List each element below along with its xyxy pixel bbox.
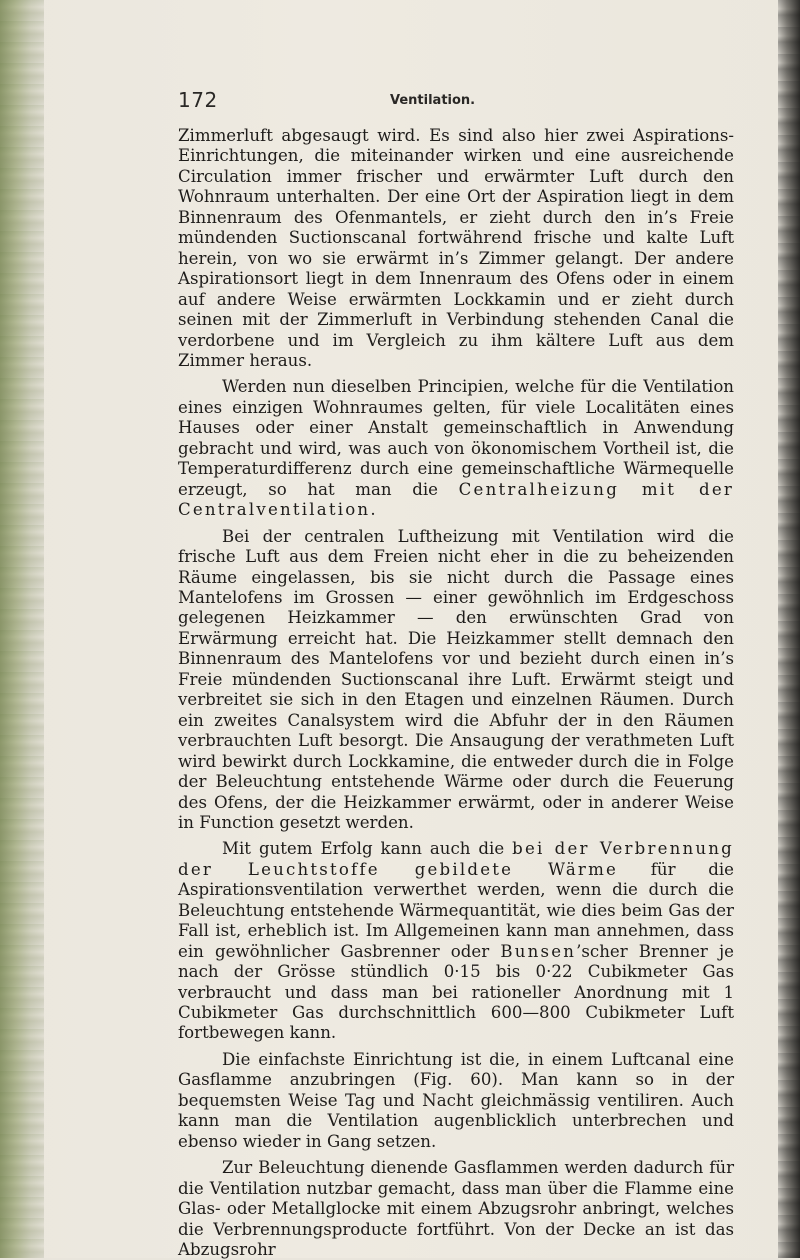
body-text — [178, 126, 734, 1260]
paragraph — [178, 377, 734, 520]
paragraph-text: Zur Beleuchtung dienende Gasflammen werden dadurch für die Ventilation nutzbar gemacht, dass man über die Flamme eine Glas- oder Metallglocke mit einem Abzugsrohr anbringt, welches die Verbrennungsproducte fortführt. Von der Decke an ist das Abzugsrohr — [178, 1158, 734, 1260]
paragraph-text: ’scher Brenner je nach der Grösse stündlich 0·15 bis 0·22 Cubikmeter Gas verbraucht und dass man bei rationeller Anordnung mit 1 Cubikmeter Gas durchschnittlich 600—800 Cubikmeter Luft fortbewegen kann. — [178, 941, 734, 1043]
emphasized-text: bei der Verbrennung der Leuchtstoffe gebildete Wärme — [178, 839, 734, 879]
person-name: Bunsen — [500, 941, 577, 961]
page-header — [178, 88, 738, 114]
paragraph-text: für die Aspirationsventilation verwerthet werden, wenn die durch die Beleuchtung entstehende Wärmequantität, wie dies beim Gas der Fall ist, erheblich ist. Im Allgemeinen kann man annehmen, dass ein gewöhnlicher Gasbrenner oder — [178, 859, 735, 961]
paragraph-text: Werden nun dieselben Principien, welche für die Ventilation eines einzigen Wohnraumes gelten, für viele Localitäten eines Hauses oder einer Anstalt gemeinschaftlich in Anwendung gebracht und wird, was auch von ökonomischem Vortheil ist, die Temperaturdifferenz durch eine gemeinschaftliche Wärmequelle erzeugt, so hat man die — [178, 377, 734, 499]
page-edge-right — [778, 0, 800, 1258]
paragraph — [178, 1158, 734, 1260]
paragraph-text: Bei der centralen Luftheizung mit Ventilation wird die frische Luft aus dem Freien nicht eher in die zu beheizenden Räume eingelassen, bis sie nicht durch die Passage eines Mantelofens im Grossen — einer gewöhnlich im Erdgeschoss gelegenen Heizkammer — den erwünschten Grad von Erwärmung erreicht hat. Die Heizkammer stellt demnach den Binnenraum des Mantelofens vor und bezieht durch einen in’s Freie mündenden Suctionscanal ihre Luft. Erwärmt steigt und verbreitet sie sich in den Etagen und einzelnen Räumen. Durch ein zweites Canalsystem wird die Abfuhr der in den Räumen verbrauchten Luft besorgt. Die Ansaugung der verathmeten Luft wird bewirkt durch Lockkamine, die entweder durch die in Folge der Beleuchtung entstehende Wärme oder durch die Feuerung des Ofens, der die Heizkammer erwärmt, oder in anderer Weise in Function gesetzt werden. — [178, 526, 734, 832]
paragraph — [178, 839, 734, 1044]
emphasized-text: Centralheizung mit der Centralventilation. — [178, 479, 735, 520]
paragraph-text: Mit gutem Erfolg kann auch die — [222, 839, 513, 859]
paragraph — [178, 1050, 734, 1152]
paragraph-text: Zimmerluft abgesaugt wird. Es sind also hier zwei Aspirations-Einrichtungen, die miteinander wirken und eine ausreichende Circulation immer frischer und erwärmter Luft durch den Wohnraum unterhalten. Der eine Ort der Aspiration liegt in dem Binnenraum des Ofenmantels, er zieht durch den in’s Freie mündenden Suctionscanal fortwährend frische und kalte Luft herein, von wo sie erwärmt in’s Zimmer gelangt. Der andere Aspirationsort liegt in dem Innenraum des Ofens oder in einem auf andere Weise erwärmten Lockkamin und er zieht durch seinen mit der Zimmerluft in Verbindung stehenden Canal die verdorbene und im Vergleich zu ihm kältere Luft aus dem Zimmer heraus. — [178, 126, 734, 370]
paragraph-text: Die einfachste Einrichtung ist die, in einem Luftcanal eine Gasflamme anzubringen (Fig. 60). Man kann so in der bequemsten Weise Tag und Nacht gleichmässig ventiliren. Auch kann man die Ventilation augenblicklich unterbrechen und ebenso wieder in Gang setzen. — [178, 1049, 734, 1151]
running-title: Ventilation. — [390, 93, 476, 108]
page-number: 172 — [178, 88, 218, 112]
paragraph — [178, 126, 734, 371]
paragraph — [178, 527, 734, 834]
page-edge-left — [0, 0, 44, 1258]
